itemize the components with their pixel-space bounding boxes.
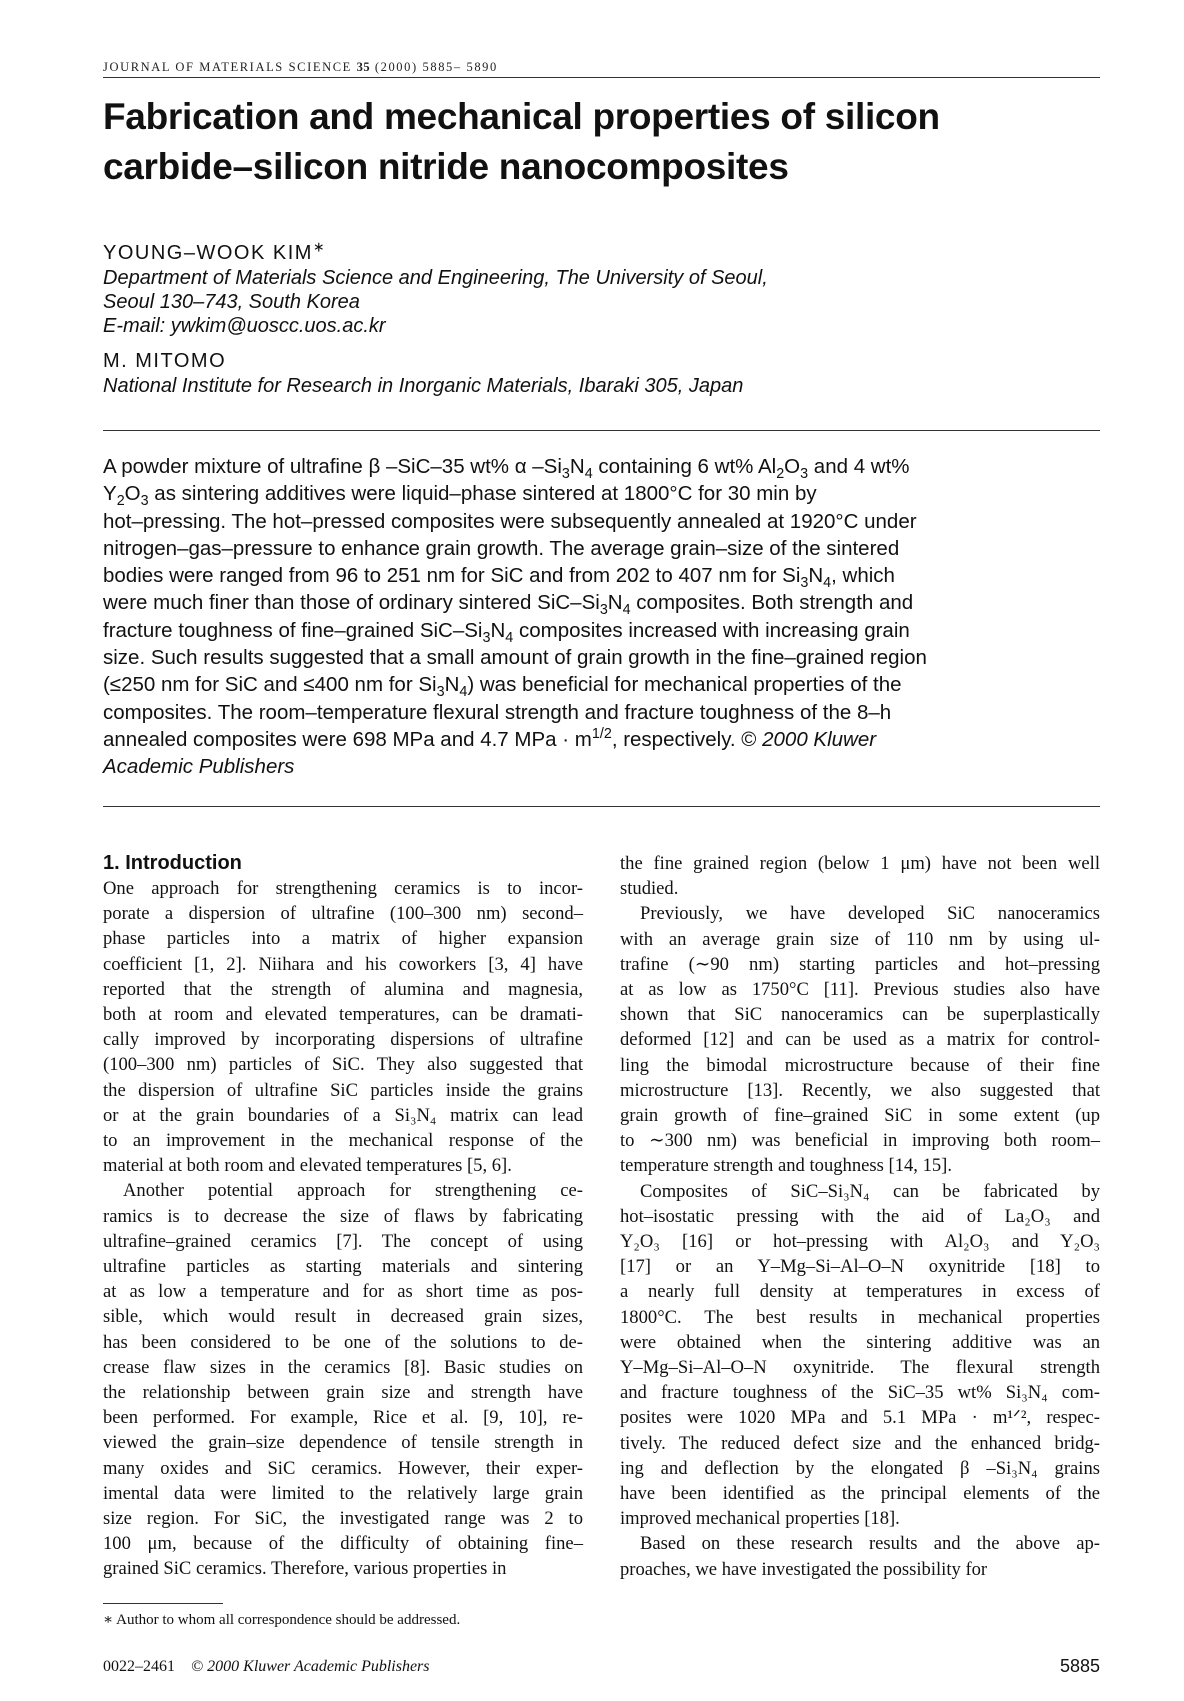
- text-line: microstructure [13]. Recently, we also suggested that: [620, 1079, 1100, 1101]
- text-line: sible, which would result in decreased grain sizes,: [103, 1306, 583, 1328]
- text-line: Y₂O₃ [16] or hot–pressing with Al₂O₃ and Y₂O₃: [620, 1231, 1100, 1253]
- text-line: has been considered to be one of the solutions to de-: [103, 1331, 583, 1353]
- text-line: deformed [12] and can be used as a matrix for control-: [620, 1029, 1100, 1051]
- text-line: ultrafine–grained ceramics [7]. The concept of using: [103, 1230, 583, 1252]
- text-line: the relationship between grain size and strength have: [103, 1382, 583, 1404]
- divider: [103, 430, 1100, 431]
- abstract-line: (≤250 nm for SiC and ≤400 nm for $Si_3N_4$) was beneficial for mechanical properties of the: [103, 673, 902, 701]
- journal-name: JOURNAL OF MATERIALS SCIENCE: [103, 60, 352, 74]
- abstract-line: bodies were ranged from 96 to 251 nm for SiC and from 202 to 407 nm for $Si_3N_4$, which: [103, 564, 895, 592]
- author-1: [103, 240, 1103, 338]
- text-line: Previously, we have developed SiC nanoceramics: [640, 903, 1100, 925]
- affiliation-line: Seoul 130–743, South Korea: [103, 291, 360, 313]
- text-line: at as low a temperature and for as short time as pos-: [103, 1281, 583, 1303]
- text-line: size region. For SiC, the investigated range was 2 to: [103, 1508, 583, 1530]
- text-line: proaches, we have investigated the possibility for: [620, 1558, 988, 1580]
- text-line: the dispersion of ultrafine SiC particles inside the grains: [103, 1079, 583, 1101]
- text-line: or at the grain boundaries of a Si₃N₄ matrix can lead: [103, 1104, 583, 1126]
- text-line: improved mechanical properties [18].: [620, 1508, 900, 1530]
- text-line: reported that the strength of alumina and magnesia,: [103, 978, 583, 1000]
- text-line: crease flaw sizes in the ceramics [8]. Basic studies on: [103, 1356, 583, 1378]
- abstract-line: A powder mixture of ultrafine β –SiC–35 wt% α $-Si_3N_4$ containing 6 wt% $Al_2O_3$ and 4 wt%: [103, 455, 910, 483]
- email-line: E-mail: ywkim@uoscc.uos.ac.kr: [103, 315, 386, 337]
- text-line: porate a dispersion of ultrafine (100–300 nm) second–: [103, 903, 583, 925]
- text-line: 1800°C. The best results in mechanical properties: [620, 1306, 1100, 1328]
- text-line: at as low as 1750°C [11]. Previous studies also have: [620, 979, 1100, 1001]
- text-line: Y–Mg–Si–Al–O–N oxynitride. The flexural strength: [620, 1357, 1100, 1379]
- abstract-line: $Y_2O_3$ as sintering additives were liquid–phase sintered at 1800°C for 30 min by: [103, 482, 817, 510]
- text-line: ultrafine particles as starting materials and sintering: [103, 1256, 583, 1278]
- footer-issn: [103, 1658, 430, 1676]
- text-line: viewed the grain–size dependence of tensile strength in: [103, 1432, 583, 1454]
- page-number: 5885: [1059, 1656, 1100, 1676]
- author-name: YOUNG–WOOK KIM∗: [103, 238, 327, 264]
- abstract-line: composites. The room–temperature flexural strength and fracture toughness of the 8–h: [103, 700, 892, 724]
- abstract-line: were much finer than those of ordinary sintered SiC–$Si_3N_4$ composites. Both strength and: [103, 591, 914, 619]
- text-line: the fine grained region (below 1 μm) have not been well: [620, 853, 1100, 874]
- right-column: [620, 851, 1100, 1582]
- text-line: Composites of SiC–Si₃N₄ can be fabricated by: [640, 1180, 1100, 1202]
- text-line: ing and deflection by the elongated β –Si₃N₄ grains: [620, 1457, 1100, 1479]
- title-line: Fabrication and mechanical properties of silicon: [103, 96, 940, 137]
- divider: [103, 806, 1100, 807]
- author-mark: ∗: [312, 238, 327, 255]
- text-line: studied.: [620, 878, 679, 900]
- text-line: with an average grain size of 110 nm by using ul-: [620, 928, 1100, 950]
- abstract-line: nitrogen–gas–pressure to enhance grain growth. The average grain–size of the sintered: [103, 536, 900, 560]
- paper-title: [103, 92, 1103, 192]
- text-line: to ∼300 nm) was beneficial in improving both room–: [620, 1130, 1100, 1152]
- text-line: a nearly full density at temperatures in excess of: [620, 1281, 1100, 1303]
- text-line: grain growth of fine–grained SiC in some extent (up: [620, 1105, 1100, 1127]
- abstract-line: annealed composites were 698 MPa and 4.7 MPa · $m^{1/2}$, respectively. © 2000 Kluwer: [103, 726, 877, 751]
- text-line: coefficient [1, 2]. Niihara and his coworkers [3, 4] have: [103, 953, 583, 975]
- text-line: hot–isostatic pressing with the aid of La₂O₃ and: [620, 1205, 1100, 1227]
- text-line: [17] or an Y–Mg–Si–Al–O–N oxynitride [18] to: [620, 1256, 1100, 1278]
- issn: 0022–2461: [103, 1658, 175, 1675]
- abstract-line: size. Such results suggested that a small amount of grain growth in the fine–grained region: [103, 646, 927, 670]
- journal-year-pages: (2000) 5885– 5890: [374, 60, 498, 74]
- text-line: grained SiC ceramics. Therefore, various properties in: [103, 1558, 507, 1580]
- left-column: [103, 851, 583, 1582]
- text-line: cally improved by incorporating dispersions of ultrafine: [103, 1029, 583, 1051]
- text-line: shown that SiC nanoceramics can be superplastically: [620, 1004, 1100, 1026]
- text-line: many oxides and SiC ceramics. However, their exper-: [103, 1457, 583, 1479]
- text-line: to an improvement in the mechanical response of the: [103, 1130, 583, 1152]
- author-name: M. MITOMO: [103, 350, 227, 372]
- text-line: both at room and elevated temperatures, can be dramati-: [103, 1004, 583, 1026]
- text-line: trafine (∼90 nm) starting particles and hot–pressing: [620, 953, 1100, 975]
- text-line: Based on these research results and the above ap-: [640, 1533, 1100, 1555]
- running-head: [103, 60, 1100, 78]
- text-line: Another potential approach for strengthening ce-: [123, 1180, 583, 1202]
- text-line: and fracture toughness of the SiC–35 wt% Si₃N₄ com-: [620, 1382, 1100, 1404]
- title-line: carbide–silicon nitride nanocomposites: [103, 146, 789, 187]
- right-column-text: [620, 851, 1100, 1582]
- footnote-divider: [103, 1603, 223, 1604]
- text-line: posites were 1020 MPa and 5.1 MPa · m¹ᐟ², respec-: [620, 1407, 1100, 1429]
- text-line: have been identified as the principal elements of the: [620, 1483, 1100, 1505]
- left-column-text: [103, 876, 583, 1582]
- text-line: were obtained when the sintering additive was an: [620, 1331, 1100, 1353]
- footnote: ∗ Author to whom all correspondence should be addressed.: [103, 1612, 461, 1628]
- abstract-line: hot–pressing. The hot–pressed composites were subsequently annealed at 1920°C under: [103, 509, 917, 533]
- copyright: © 2000 Kluwer Academic Publishers: [191, 1658, 430, 1675]
- text-line: material at both room and elevated temperatures [5, 6].: [103, 1155, 512, 1177]
- author-block: [103, 240, 1103, 398]
- text-line: ramics is to decrease the size of flaws by fabricating: [103, 1205, 583, 1227]
- text-line: been performed. For example, Rice et al. [9, 10], re-: [103, 1407, 583, 1429]
- text-line: ling the bimodal microstructure because of their fine: [620, 1054, 1100, 1076]
- text-line: 100 μm, because of the difficulty of obtaining fine–: [103, 1533, 583, 1555]
- journal-volume: 35: [356, 60, 371, 74]
- text-line: imental data were limited to the relatively large grain: [103, 1482, 583, 1504]
- text-line: tively. The reduced defect size and the enhanced bridg-: [620, 1432, 1100, 1454]
- author-2: [103, 348, 1103, 398]
- text-line: (100–300 nm) particles of SiC. They also suggested that: [103, 1054, 583, 1076]
- text-line: phase particles into a matrix of higher expansion: [103, 928, 583, 950]
- abstract: [103, 453, 1103, 781]
- text-line: One approach for strengthening ceramics is to incor-: [103, 878, 583, 899]
- affiliation-line: National Institute for Research in Inorganic Materials, Ibaraki 305, Japan: [103, 375, 744, 397]
- affiliation-line: Department of Materials Science and Engineering, The University of Seoul,: [103, 267, 768, 289]
- text-line: temperature strength and toughness [14, 15].: [620, 1155, 953, 1177]
- abstract-line: fracture toughness of fine–grained SiC–$Si_3N_4$ composites increased with increasing grain: [103, 618, 910, 646]
- section-heading: 1. Introduction: [103, 852, 242, 874]
- abstract-line: Academic Publishers: [103, 755, 295, 779]
